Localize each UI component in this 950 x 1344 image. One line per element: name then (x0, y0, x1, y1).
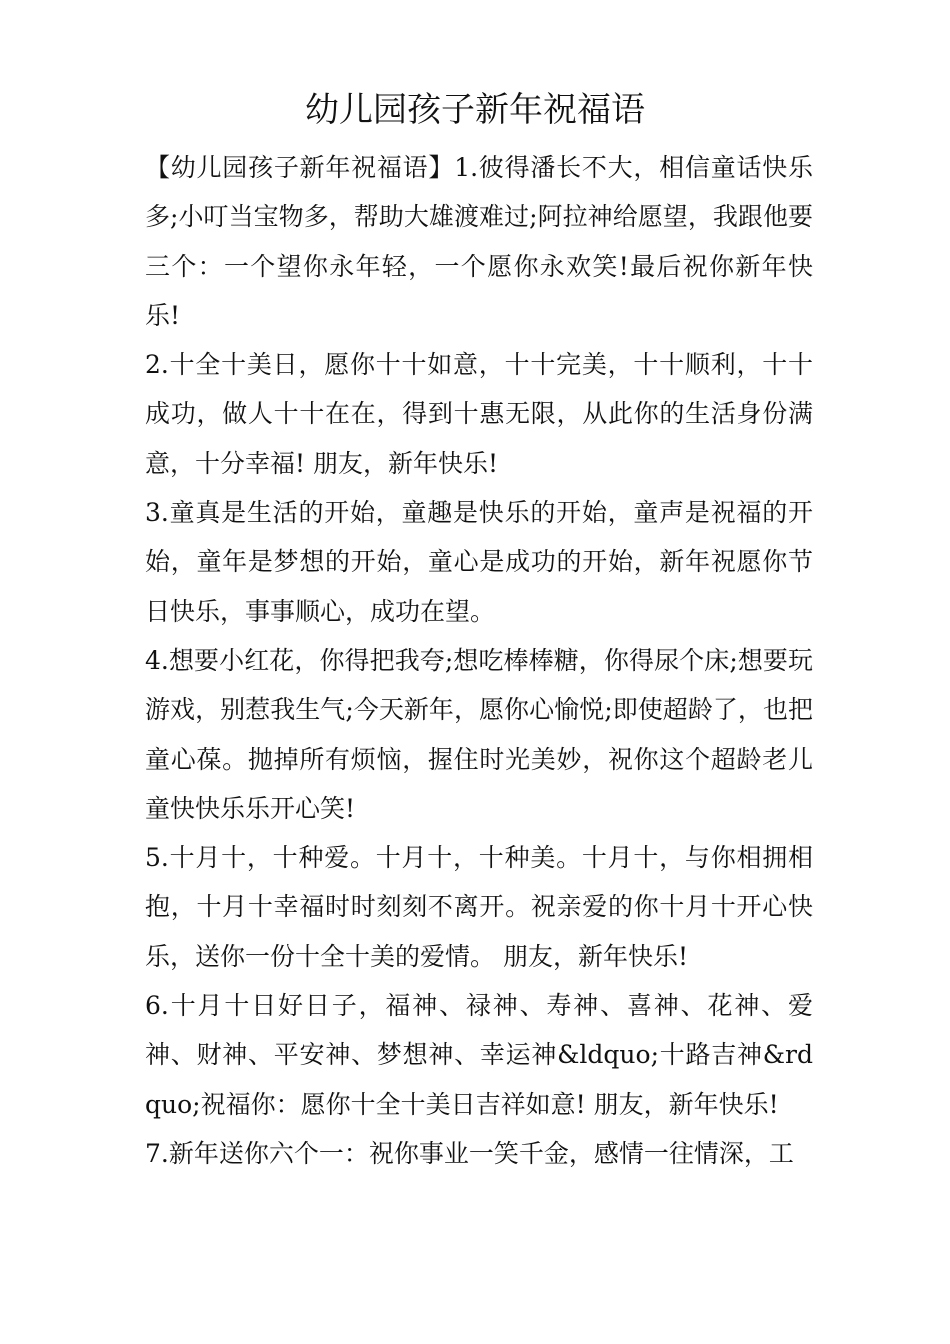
paragraph-2: 2.十全十美日，愿你十十如意，十十完美，十十顺利，十十成功，做人十十在在，得到十惠无限，从此你的生活身份满意，十分幸福! 朋友，新年快乐! (145, 350, 813, 478)
document-body (145, 143, 813, 1178)
paragraph-5: 5.十月十，十种爱。十月十，十种美。十月十，与你相拥相抱，十月十幸福时时刻刻不离开。祝亲爱的你十月十开心快乐，送你一份十全十美的爱情。 朋友，新年快乐! (145, 843, 813, 971)
paragraph-6: 6.十月十日好日子，福神、禄神、寿神、喜神、花神、爱神、财神、平安神、梦想神、幸运神&ldquo;十路吉神&rdquo;祝福你：愿你十全十美日吉祥如意! 朋友，新年快乐! (145, 991, 813, 1119)
paragraph-7: 7.新年送你六个一：祝你事业一笑千金，感情一往情深，工 (145, 1138, 794, 1168)
paragraph-intro-1: 【幼儿园孩子新年祝福语】1.彼得潘长不大，相信童话快乐多;小叮当宝物多，帮助大雄渡难过;阿拉神给愿望，我跟他要三个：一个望你永年轻，一个愿你永欢笑!最后祝你新年快乐! (145, 153, 813, 330)
paragraph-4: 4.想要小红花，你得把我夸;想吃棒棒糖，你得尿个床;想要玩游戏，别惹我生气;今天新年，愿你心愉悦;即使超龄了，也把童心葆。抛掉所有烦恼，握住时光美妙，祝你这个超龄老儿童快快乐乐开心笑! (145, 645, 813, 823)
paragraph-3: 3.童真是生活的开始，童趣是快乐的开始，童声是祝福的开始，童年是梦想的开始，童心是成功的开始，新年祝愿你节日快乐，事事顺心，成功在望。 (145, 498, 813, 626)
document-title: 幼儿园孩子新年祝福语 (305, 90, 645, 130)
